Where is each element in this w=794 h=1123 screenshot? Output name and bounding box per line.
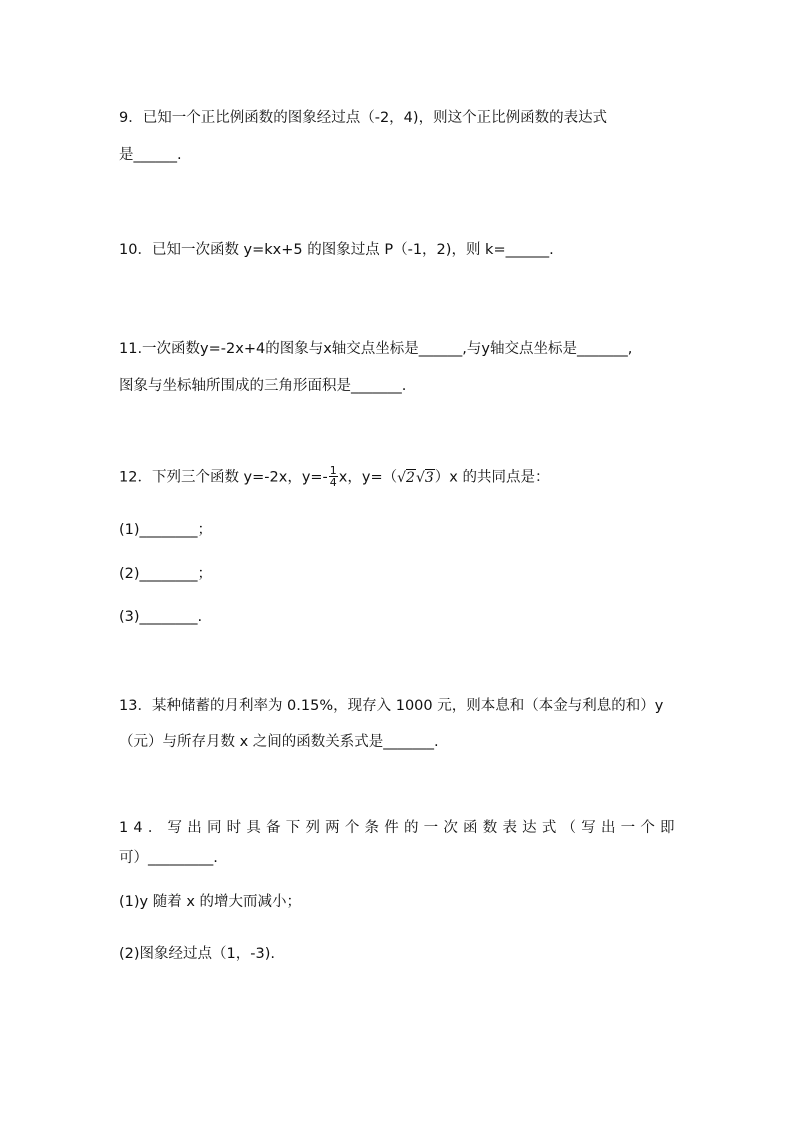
q12-suffix: ）x 的共同点是： [434, 469, 550, 486]
q11-line2: 图象与坐标轴所围成的三角形面积是_______. [119, 378, 407, 394]
q13-line1: 13．某种储蓄的月利率为 0.15%，现存入 1000 元，则本息和（本金与利息的和）y [119, 698, 664, 714]
q12-line1 [119, 466, 550, 489]
fraction-denominator: 4 [329, 476, 337, 489]
q14-line2: 可）_________. [119, 850, 218, 866]
q12-item2: (2)________； [119, 566, 213, 582]
q9-line2: 是______. [119, 147, 182, 163]
q13-line2: （元）与所存月数 x 之间的函数关系式是_______. [119, 734, 439, 750]
q14-condition1: (1)y 随着 x 的增大而减小； [119, 894, 302, 910]
q12-item1: (1)________； [119, 522, 213, 538]
sqrt-2: √2 [397, 469, 415, 486]
q12-mid: x，y=（ [338, 469, 398, 486]
q12-item3: (3)________. [119, 609, 203, 625]
fraction-one-quarter [329, 465, 338, 488]
q14-line1: 14．写出同时具备下列两个条件的一次函数表达式（写出一个即 [119, 820, 680, 836]
sqrt-3: √3 [415, 469, 434, 486]
q14-condition2: (2)图象经过点（1，-3). [119, 946, 275, 962]
q11-line1: 11.一次函数y=-2x+4的图象与x轴交点坐标是______,与y轴交点坐标是_______, [119, 341, 633, 357]
q9-line1: 9．已知一个正比例函数的图象经过点（-2，4)，则这个正比例函数的表达式 [119, 110, 608, 126]
q12-prefix: 12．下列三个函数 y=-2x，y=- [119, 469, 328, 486]
q10-line1: 10．已知一次函数 y=kx+5 的图象过点 P（-1，2)，则 k=______. [119, 242, 554, 258]
fraction-numerator: 1 [329, 464, 337, 477]
